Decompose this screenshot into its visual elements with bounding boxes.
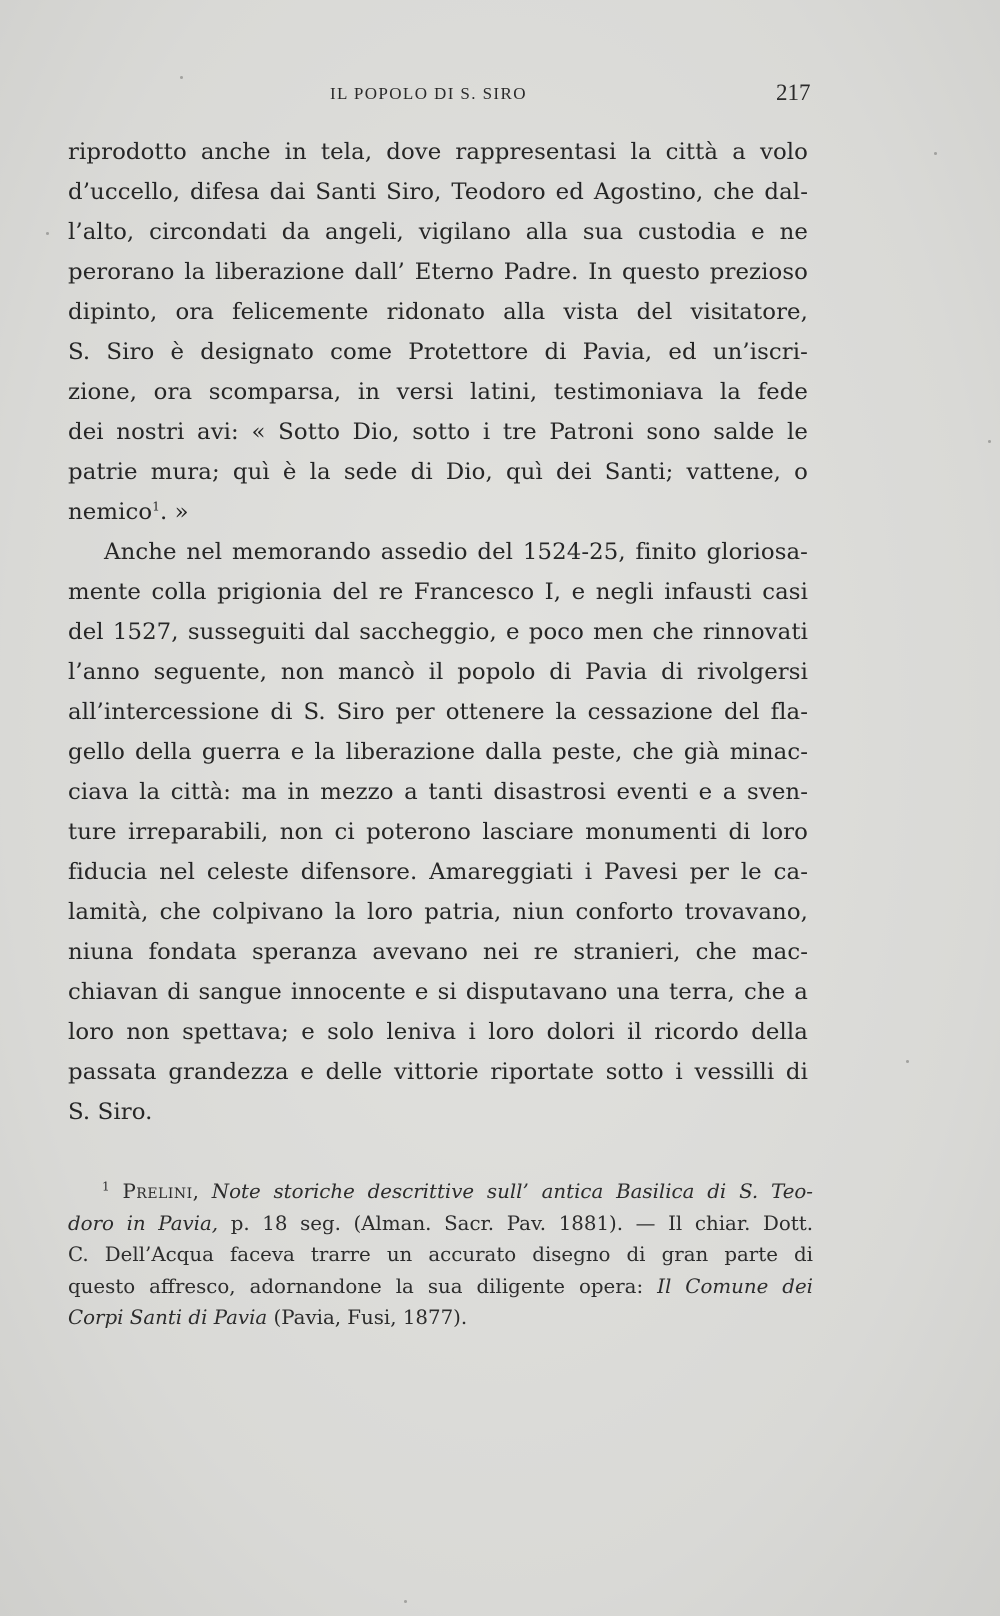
text-line: loro non spettava; e solo leniva i loro dolori il ricordo della bbox=[68, 1019, 808, 1045]
text-line: gello della guerra e la liberazione dalla peste, che già minac- bbox=[68, 739, 808, 765]
text-line: ture irreparabili, non ci poterono lasciare monumenti di loro bbox=[68, 819, 808, 845]
text-line: mente colla prigionia del re Francesco I, e negli infausti casi bbox=[68, 579, 808, 605]
page-number: 217 bbox=[776, 80, 811, 105]
footnote-reference: 1 bbox=[152, 499, 160, 514]
footnote-author: Prelini bbox=[122, 1180, 193, 1203]
text-line: dipinto, ora felicemente ridonato alla vista del visitatore, bbox=[68, 299, 808, 325]
text-line: S. Siro. bbox=[68, 1099, 153, 1125]
footnote-line: $^1$ Prelini, Note storiche descrittive sull’ antica Basilica di S. Teo- bbox=[102, 1179, 813, 1203]
text-line: ciava la città: ma in mezzo a tanti disastrosi eventi e a sven- bbox=[68, 779, 808, 805]
text-line: dei nostri avi: « Sotto Dio, sotto i tre Patroni sono salde le bbox=[68, 419, 808, 445]
text-line: perorano la liberazione dall’ Eterno Padre. In questo prezioso bbox=[68, 259, 808, 285]
main-text bbox=[68, 132, 808, 1132]
text-line: zione, ora scomparsa, in versi latini, testimoniava la fede bbox=[68, 379, 808, 405]
paper-speck bbox=[906, 1060, 909, 1063]
running-head: IL POPOLO DI S. SIRO bbox=[330, 84, 527, 103]
text-line: fiducia nel celeste difensore. Amareggiati i Pavesi per le ca- bbox=[68, 859, 808, 885]
footnote-title: doro in Pavia, bbox=[68, 1211, 219, 1235]
footnote-text: questo affresco, adornandone la sua diligente opera: bbox=[68, 1274, 658, 1298]
footnote-line bbox=[68, 1271, 813, 1303]
footnote-title: Corpi Santi di Pavia bbox=[68, 1306, 268, 1329]
text-line: lamità, che colpivano la loro patria, niun conforto trovavano, bbox=[68, 899, 808, 925]
footnote-line bbox=[68, 1302, 813, 1334]
footnote-title: Il Comune dei bbox=[657, 1274, 814, 1298]
text-line: l’alto, circondati da angeli, vigilano alla sua custodia e ne bbox=[68, 219, 808, 245]
text-line: d’uccello, difesa dai Santi Siro, Teodoro ed Agostino, che dal- bbox=[68, 179, 808, 205]
text-fragment: . » bbox=[159, 499, 189, 525]
text-line: riprodotto anche in tela, dove rappresentasi la città a volo bbox=[68, 139, 808, 165]
paper-speck bbox=[934, 152, 937, 155]
text-line: niuna fondata speranza avevano nei re stranieri, che mac- bbox=[68, 939, 808, 965]
text-fragment: nemico bbox=[68, 499, 153, 525]
paper-speck bbox=[988, 440, 991, 443]
footnote-title: Note storiche descrittive sull’ antica Basilica di S. Teo- bbox=[211, 1180, 813, 1203]
text-line: S. Siro è designato come Protettore di Pavia, ed un’iscri- bbox=[68, 339, 808, 365]
text-line-with-footnote-ref bbox=[68, 492, 808, 532]
footnote-line: C. Dell’Acqua faceva trarre un accurato disegno di gran parte di bbox=[68, 1243, 813, 1266]
paper-speck bbox=[404, 1600, 407, 1603]
paper-speck bbox=[46, 232, 49, 235]
text-line: all’intercessione di S. Siro per ottenere la cessazione del fla- bbox=[68, 699, 808, 725]
footnote-line bbox=[68, 1208, 813, 1240]
footnote-citation: (Pavia, Fusi, 1877). bbox=[267, 1306, 468, 1329]
text-line: del 1527, susseguiti dal saccheggio, e poco men che rinnovati bbox=[68, 619, 808, 645]
text-line: patrie mura; quì è la sede di Dio, quì dei Santi; vattene, o bbox=[68, 459, 808, 485]
footnote bbox=[68, 1176, 813, 1334]
footnote-marker: 1 bbox=[102, 1179, 110, 1194]
text-line: passata grandezza e delle vittorie riportate sotto i vessilli di bbox=[68, 1059, 808, 1085]
paper-speck bbox=[180, 76, 183, 79]
text-line: l’anno seguente, non mancò il popolo di Pavia di rivolgersi bbox=[68, 659, 808, 685]
paragraph-start-line: Anche nel memorando assedio del 1524-25, finito gloriosa- bbox=[104, 539, 808, 565]
footnote-citation: p. 18 seg. (Alman. Sacr. Pav. 1881). — Il chiar. Dott. bbox=[218, 1211, 813, 1235]
text-line: chiavan di sangue innocente e si disputavano una terra, che a bbox=[68, 979, 808, 1005]
